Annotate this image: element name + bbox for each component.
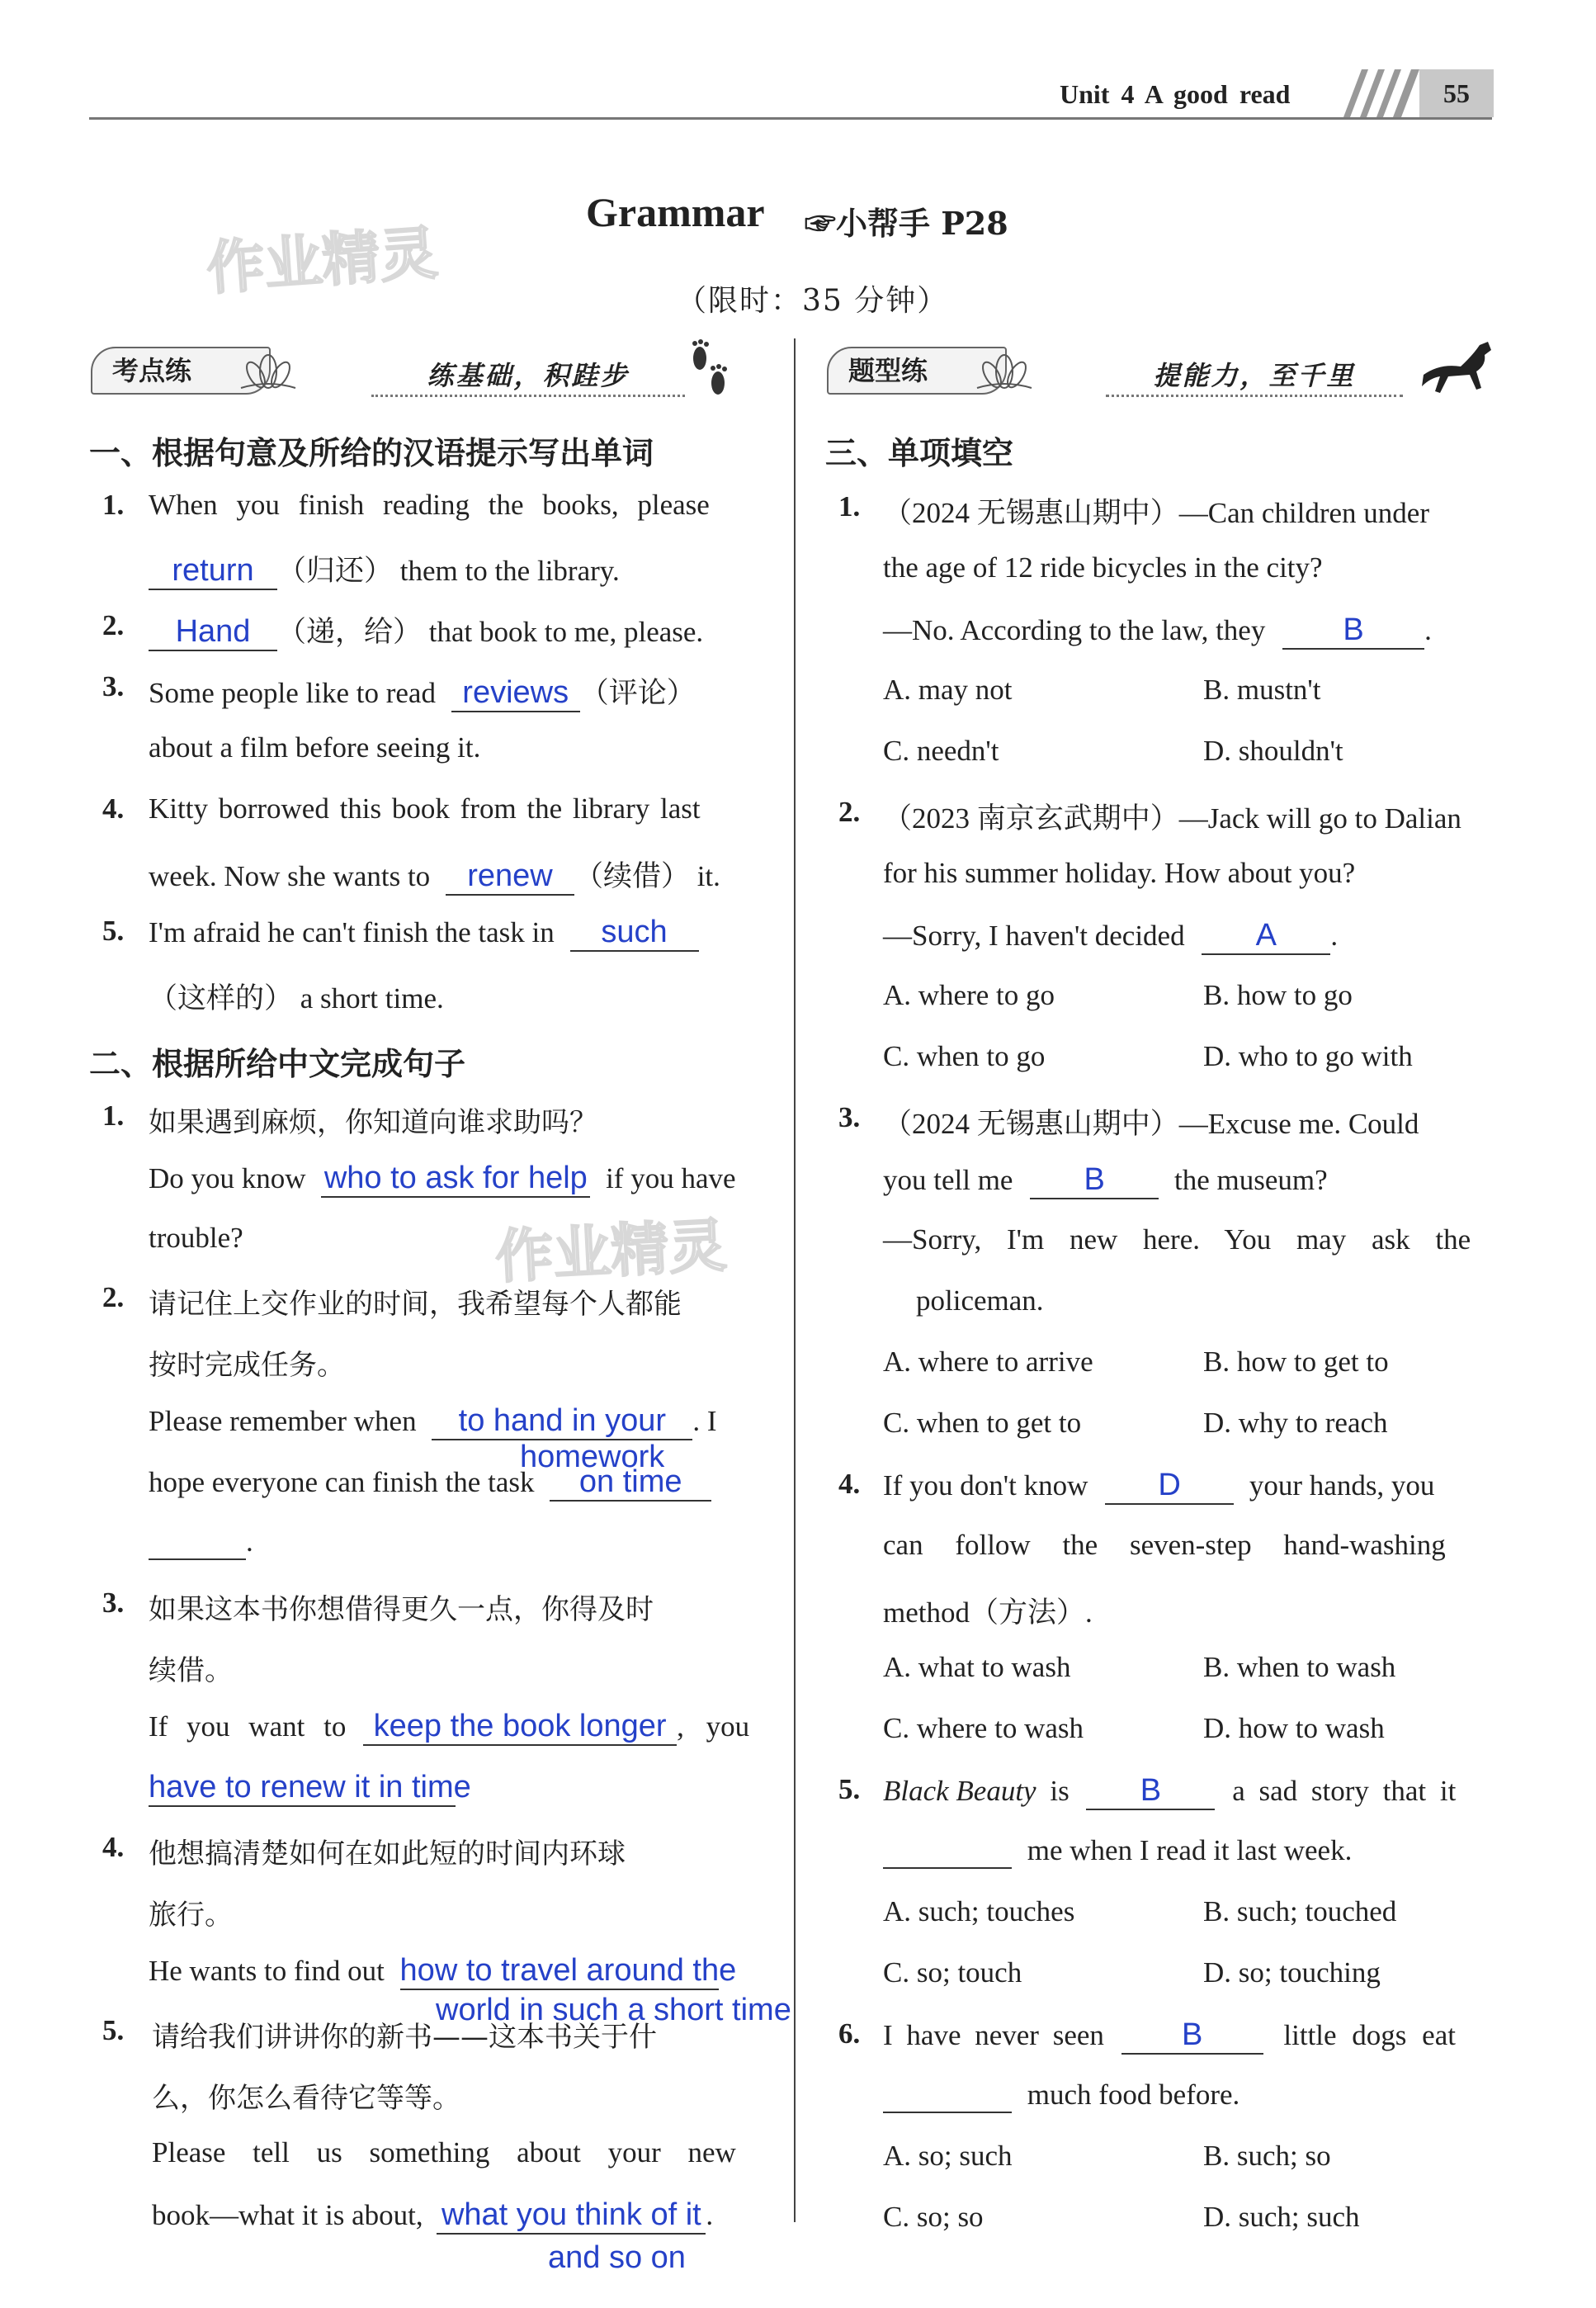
question-line: [149, 1709, 749, 1746]
question-text: Please tell us something about your new: [152, 2136, 736, 2168]
answer-text: B: [1181, 2017, 1203, 2052]
horse-icon: [1415, 338, 1498, 400]
question-text: Do you know: [149, 1162, 306, 1194]
section-2-heading: 二、根据所给中文完成句子: [89, 1046, 466, 1082]
answer-text: renew: [467, 858, 553, 893]
question-text: —No. According to the law, they: [883, 614, 1266, 646]
question-line: [883, 1834, 1352, 1869]
question-text: . I: [692, 1405, 717, 1437]
option-a: A. such; touches: [883, 1895, 1075, 1927]
question-line: [149, 1525, 253, 1560]
header-rule: [89, 117, 1492, 120]
question-number: 2.: [838, 796, 861, 828]
question-text: .: [1424, 614, 1432, 646]
question-text: is: [1050, 1775, 1070, 1807]
answer-text: and so on: [548, 2240, 686, 2275]
option-c: C. when to go: [883, 1040, 1046, 1072]
option-b: B. when to wash: [1203, 1651, 1396, 1683]
question-text: （这样的） a short time.: [149, 982, 444, 1014]
answer-text: world in such a short time: [436, 1993, 791, 2027]
option-a: A. where to arrive: [883, 1346, 1093, 1378]
question-text: you tell me: [883, 1164, 1013, 1196]
question-text: I have never seen: [883, 2019, 1104, 2051]
book-title: Black Beauty: [883, 1775, 1036, 1807]
question-line: [149, 854, 720, 896]
question-number: 3.: [838, 1101, 861, 1133]
question-line: [149, 1770, 471, 1807]
answer-blank: [149, 553, 277, 590]
question-text: .: [246, 1525, 253, 1558]
question-text: about a film before seeing it.: [149, 731, 481, 764]
answer-blank: [1202, 918, 1330, 955]
answer-text: how to travel around the: [399, 1953, 737, 1988]
question-number: 1.: [838, 490, 861, 523]
answer-blank: [149, 1525, 246, 1560]
question-number: 5.: [838, 1773, 861, 1805]
question-line: [883, 612, 1432, 650]
answer-blank: [446, 858, 574, 896]
header-unit: Unit 4 A good read: [1060, 79, 1291, 109]
question-number: 4.: [102, 792, 125, 825]
answer-blank: [149, 614, 277, 651]
question-text: if you have: [606, 1162, 736, 1194]
answer-blank: [432, 1403, 692, 1440]
option-d: D. how to wash: [1203, 1712, 1385, 1744]
header-stripes-icon: [1329, 69, 1419, 117]
left-tag-label: 考点练: [112, 355, 192, 386]
option-c: C. needn't: [883, 735, 999, 767]
question-line: [883, 1773, 1456, 1810]
answer-blank: [570, 915, 699, 952]
answer-text: B: [1140, 1773, 1162, 1808]
option-b: B. mustn't: [1203, 674, 1321, 706]
question-number: 3.: [102, 1587, 125, 1619]
question-number: 1.: [102, 1100, 125, 1132]
answer-text: such: [601, 915, 668, 949]
question-number: 3.: [102, 670, 125, 702]
option-d: D. shouldn't: [1203, 735, 1343, 767]
left-tag-slogan: 练基础，积跬步: [371, 355, 685, 397]
option-a: A. may not: [883, 674, 1013, 706]
right-tag-label: 题型练: [848, 355, 928, 386]
question-text: .: [1330, 920, 1339, 952]
answer-text: return: [172, 553, 254, 588]
question-text: trouble?: [149, 1222, 243, 1254]
column-divider: [794, 338, 796, 2222]
question-number: 2.: [102, 609, 125, 641]
question-chinese: 么，你怎么看待它等等。: [152, 2082, 460, 2115]
question-text: .: [706, 2199, 714, 2231]
answer-text: on time: [578, 1464, 682, 1499]
answer-blank: [550, 1464, 711, 1502]
question-text: （归还） them to the library.: [277, 555, 620, 587]
answer-text: who to ask for help: [323, 1161, 588, 1195]
question-line: [883, 918, 1338, 955]
page-title: Grammar: [586, 189, 765, 235]
question-text: —Sorry, I haven't decided: [883, 920, 1185, 952]
answer-text: keep the book longer: [373, 1709, 667, 1743]
option-d: D. who to go with: [1203, 1040, 1413, 1072]
question-text: little dogs eat: [1283, 2019, 1456, 2051]
question-line: [152, 2197, 713, 2235]
option-c: C. so; so: [883, 2201, 984, 2233]
footprints-icon: [685, 337, 734, 403]
question-number: 4.: [102, 1831, 125, 1863]
question-text: （2024 无锡惠山期中）—Excuse me. Could: [883, 1108, 1419, 1140]
question-text: （递，给） that book to me, please.: [277, 616, 704, 648]
question-text: （续借） it.: [574, 860, 720, 892]
question-text: He wants to find out: [149, 1955, 385, 1987]
section-1-heading: 一、根据句意及所给的汉语提示写出单词: [89, 435, 654, 471]
question-chinese: 他想搞清楚如何在如此短的时间内环球: [149, 1837, 626, 1871]
question-number: 5.: [102, 915, 125, 947]
section-3-heading: 三、单项填空: [825, 435, 1014, 471]
question-chinese: 续借。: [149, 1654, 233, 1687]
option-c: C. so; touch: [883, 1956, 1022, 1989]
question-chinese: 请记住上交作业的时间，我希望每个人都能: [149, 1288, 682, 1321]
answer-blank: [1105, 1468, 1234, 1505]
question-text: for his summer holiday. How about you?: [883, 857, 1356, 889]
question-text: , you: [677, 1710, 750, 1743]
question-text: much food before.: [1027, 2079, 1240, 2111]
answer-text: homework: [520, 1440, 665, 1474]
question-line: [883, 1162, 1328, 1199]
watermark-logo: 作业精灵: [493, 1211, 729, 1292]
answer-blank: [399, 1953, 737, 1990]
option-a: A. what to wash: [883, 1651, 1071, 1683]
option-b: B. such; so: [1203, 2140, 1331, 2172]
question-number: 4.: [838, 1468, 861, 1500]
question-line: [149, 609, 703, 651]
answer-text: D: [1158, 1468, 1181, 1502]
answer-text: to hand in your: [458, 1403, 667, 1438]
question-chinese: 如果这本书你想借得更久一点，你得及时: [149, 1593, 654, 1626]
question-text: Some people like to read: [149, 677, 436, 709]
question-line: [149, 1464, 711, 1502]
option-d: D. such; such: [1203, 2201, 1360, 2233]
option-d: D. so; touching: [1203, 1956, 1381, 1989]
answer-text: what you think of it: [441, 2197, 701, 2232]
question-text: your hands, you: [1249, 1469, 1435, 1502]
question-text: a sad story that it: [1232, 1775, 1457, 1807]
time-limit: （限时：35 分钟）: [677, 284, 949, 318]
question-number: 6.: [838, 2017, 861, 2050]
question-text: —Sorry, I'm new here. You may ask the: [883, 1223, 1471, 1256]
answer-text: Hand: [175, 614, 251, 649]
question-line: [883, 2079, 1239, 2113]
question-line: [883, 2017, 1456, 2055]
question-text: Please remember when: [149, 1405, 417, 1437]
question-number: 2.: [102, 1281, 125, 1313]
page-number: 55: [1419, 69, 1494, 117]
answer-blank: [363, 1709, 677, 1746]
question-text: week. Now she wants to: [149, 860, 431, 892]
question-text: hope everyone can finish the task: [149, 1466, 535, 1498]
question-number: 5.: [102, 2014, 125, 2046]
question-text: the museum?: [1173, 1164, 1328, 1196]
question-line: [149, 1161, 736, 1198]
question-text: （2024 无锡惠山期中）—Can children under: [883, 497, 1429, 529]
question-line: [149, 670, 696, 712]
question-text: policeman.: [916, 1284, 1044, 1317]
answer-text: reviews: [462, 675, 569, 710]
answer-text: B: [1084, 1162, 1105, 1197]
answer-text: A: [1255, 918, 1277, 953]
answer-blank: [883, 2079, 1012, 2113]
answer-blank: [1282, 612, 1424, 650]
question-text: （2023 南京玄武期中）—Jack will go to Dalian: [883, 802, 1461, 835]
lotus-icon: [974, 347, 1035, 393]
question-line: [149, 915, 699, 952]
question-text: me when I read it last week.: [1027, 1834, 1353, 1866]
option-b: B. how to go: [1203, 979, 1353, 1011]
question-text: book—what it is about,: [152, 2199, 423, 2231]
answer-blank: [1086, 1773, 1215, 1810]
answer-blank: [451, 675, 580, 712]
answer-blank: [437, 2197, 706, 2235]
watermark-logo: 作业精灵: [204, 219, 440, 303]
question-text: can follow the seven-step hand-washing: [883, 1529, 1446, 1561]
question-chinese: 旅行。: [149, 1899, 233, 1932]
question-text: Kitty borrowed this book from the library last: [149, 792, 701, 825]
question-number: 1.: [102, 489, 125, 521]
question-text: I'm afraid he can't finish the task in: [149, 916, 555, 948]
question-chinese: 按时完成任务。: [149, 1349, 345, 1382]
question-line: [149, 1403, 717, 1440]
answer-blank: [883, 1834, 1012, 1869]
question-text: （评论）: [579, 677, 696, 709]
option-c: C. where to wash: [883, 1712, 1084, 1744]
helper-reference: ☞小帮手 P28: [805, 205, 1008, 242]
option-b: B. such; touched: [1203, 1895, 1397, 1927]
answer-blank: [1121, 2017, 1263, 2055]
lotus-icon: [238, 347, 299, 393]
question-line: [883, 1468, 1434, 1505]
option-c: C. when to get to: [883, 1407, 1082, 1439]
option-b: B. how to get to: [1203, 1346, 1389, 1378]
question-text: If you want to: [149, 1710, 347, 1743]
option-d: D. why to reach: [1203, 1407, 1388, 1439]
question-text: the age of 12 ride bicycles in the city?: [883, 551, 1323, 584]
answer-blank: [321, 1161, 590, 1198]
question-text: When you finish reading the books, please: [149, 489, 710, 521]
answer-blank: [149, 1770, 471, 1807]
answer-text: B: [1343, 612, 1364, 647]
question-line: [149, 548, 620, 590]
question-chinese: 请给我们讲讲你的新书——这本书关于什: [152, 2021, 657, 2054]
answer-blank: [1030, 1162, 1159, 1199]
question-text: method（方法）.: [883, 1596, 1093, 1629]
option-a: A. so; such: [883, 2140, 1013, 2172]
option-a: A. where to go: [883, 979, 1055, 1011]
question-chinese: 如果遇到麻烦，你知道向谁求助吗？: [149, 1106, 597, 1139]
right-tag-slogan: 提能力，至千里: [1106, 355, 1403, 397]
question-text: If you don't know: [883, 1469, 1088, 1502]
question-line: [149, 1953, 737, 1990]
answer-text: have to renew it in time: [149, 1770, 471, 1804]
